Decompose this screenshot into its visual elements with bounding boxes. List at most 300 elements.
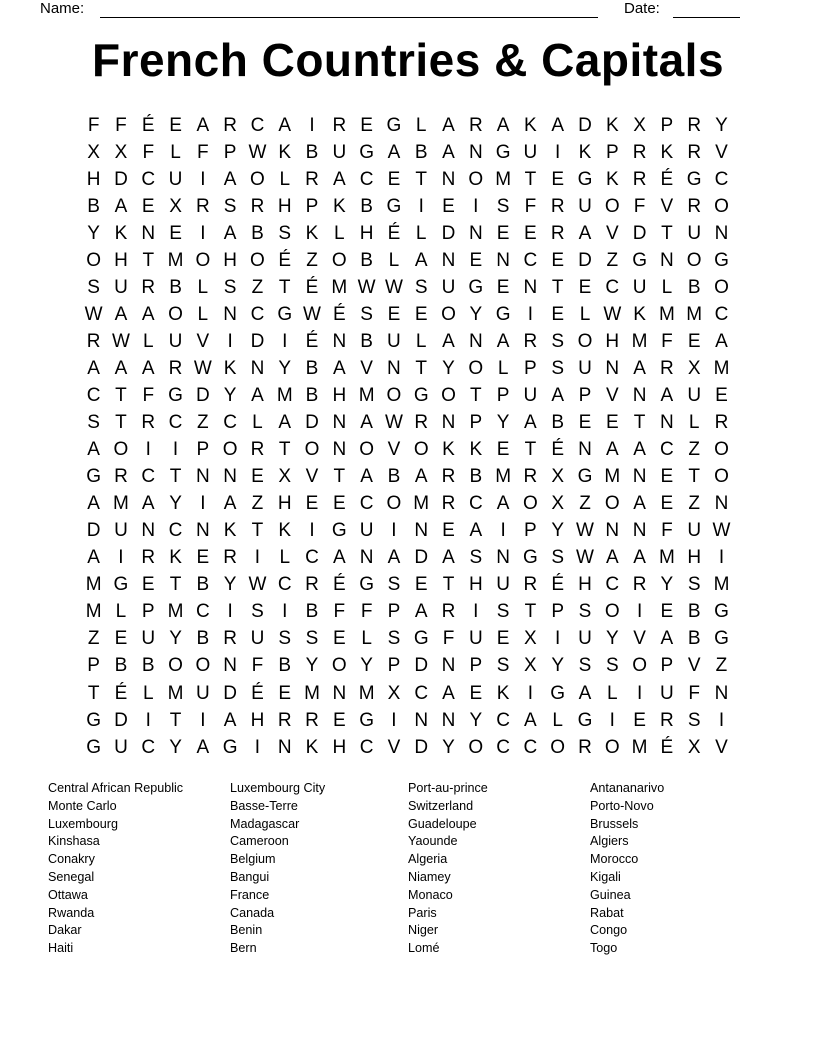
grid-letter: A [469,520,483,542]
grid-letter: C [414,682,429,704]
grid-letter: S [578,601,592,623]
word-list-item: Switzerland [408,798,474,813]
grid-letter: L [170,141,181,163]
grid-letter: U [523,384,538,406]
grid-letter: F [115,114,127,136]
grid-letter: R [550,222,565,244]
grid-letter: P [87,655,100,677]
word-list-item: Bern [230,941,257,956]
grid-letter: G [523,547,538,569]
grid-letter: I [118,547,124,569]
grid-letter: S [87,276,100,298]
grid-letter: É [305,276,319,298]
grid-letter: L [197,276,209,298]
grid-letter: V [715,736,728,758]
grid-letter: L [552,709,563,731]
grid-letter: A [442,330,455,352]
grid-letter: I [200,168,206,190]
grid-letter: U [141,628,156,650]
grid-letter: O [331,655,347,677]
grid-letter: O [113,439,129,461]
grid-letter: V [196,330,210,352]
word-list-item: Kinshasa [48,834,100,849]
grid-letter: R [141,547,156,569]
grid-letter: A [605,547,619,569]
grid-letter: A [360,412,373,434]
grid-letter: S [496,195,510,217]
grid-letter: D [305,412,319,434]
grid-letter: A [442,547,455,569]
grid-letter: N [195,520,210,542]
word-list-item: Canada [230,905,275,920]
grid-letter: R [632,141,647,163]
grid-letter: O [468,736,484,758]
grid-letter: L [388,249,400,271]
grid-letter: N [387,357,401,379]
grid-letter: C [277,574,292,596]
grid-letter: G [359,574,374,596]
grid-letter: T [115,412,127,434]
grid-letter: R [332,114,347,136]
grid-letter: M [113,493,129,515]
grid-letter: A [442,682,455,704]
grid-letter: N [223,303,237,325]
word-list-item: Antananarivo [590,781,665,795]
grid-letter: Y [223,384,237,406]
grid-letter: É [332,303,346,325]
grid-letter: H [332,736,347,758]
grid-letter: T [470,384,482,406]
grid-letter: O [195,655,211,677]
grid-letter: E [551,303,565,325]
grid-letter: B [360,195,373,217]
grid-letter: A [141,357,155,379]
grid-letter: C [359,736,374,758]
grid-letter: O [604,195,620,217]
grid-letter: H [86,168,101,190]
grid-letter: É [551,439,565,461]
grid-letter: Y [223,574,237,596]
grid-letter: V [605,384,619,406]
grid-letter: A [360,466,373,488]
grid-letter: G [468,276,484,298]
grid-letter: N [277,736,292,758]
grid-letter: K [278,520,292,542]
grid-letter: Y [442,736,455,758]
grid-letter: N [605,357,620,379]
grid-letter: E [141,195,155,217]
grid-letter: H [605,330,620,352]
word-list-column [408,780,488,958]
grid-letter: T [251,520,264,542]
grid-letter: A [223,222,237,244]
grid-letter: K [114,222,128,244]
grid-letter: F [142,141,155,163]
grid-letter: P [660,655,674,677]
grid-letter: N [660,412,674,434]
grid-letter: E [524,222,537,244]
grid-letter: A [87,493,100,515]
grid-letter: W [193,357,212,379]
grid-letter: U [359,520,374,542]
grid-letter: S [414,276,428,298]
grid-letter: I [391,709,397,731]
grid-letter: O [604,736,620,758]
grid-letter: X [87,141,100,163]
grid-letter: G [577,466,593,488]
grid-letter: Y [442,357,455,379]
grid-letter: C [523,736,538,758]
grid-letter: P [605,141,619,163]
grid-letter: B [305,357,319,379]
grid-letter: E [551,168,565,190]
grid-letter: D [250,330,265,352]
grid-letter: D [414,655,429,677]
grid-letter: U [578,628,592,650]
grid-letter: A [414,249,428,271]
word-list-column [230,780,325,958]
grid-letter: W [84,303,103,325]
grid-letter: E [578,276,592,298]
grid-letter: R [523,330,538,352]
grid-letter: D [114,709,128,731]
grid-letter: É [278,249,292,271]
grid-letter: E [141,574,155,596]
grid-letter: T [415,357,428,379]
grid-letter: F [251,655,264,677]
grid-letter: N [441,249,456,271]
grid-letter: L [142,682,154,704]
grid-letter: U [687,222,702,244]
grid-letter: I [527,682,534,704]
grid-letter: C [714,168,729,190]
grid-letter: A [551,384,565,406]
grid-letter: G [714,628,729,650]
grid-letter: W [576,520,594,542]
grid-letter: É [141,114,155,136]
grid-letter: C [714,303,729,325]
grid-letter: B [687,601,701,623]
grid-letter: L [279,547,291,569]
grid-letter: L [334,222,345,244]
word-list-item: Guadeloupe [408,816,477,831]
grid-letter: B [469,466,483,488]
grid-letter: A [196,114,210,136]
grid-letter: R [441,601,456,623]
grid-letter: A [114,195,128,217]
grid-letter: O [413,439,429,461]
grid-letter: G [495,141,511,163]
grid-letter: N [195,466,210,488]
grid-letter: C [496,736,510,758]
grid-letter: L [607,682,618,704]
grid-letter: F [661,330,673,352]
grid-letter: A [251,384,264,406]
grid-letter: L [197,303,209,325]
grid-letter: F [633,195,646,217]
grid-letter: B [196,574,210,596]
grid-letter: T [442,574,455,596]
grid-letter: N [441,655,456,677]
grid-letter: G [277,303,293,325]
grid-letter: Z [688,439,700,461]
grid-letter: S [687,574,701,596]
word-list-item: Senegal [48,869,95,884]
grid-letter: U [114,520,128,542]
grid-letter: E [332,493,346,515]
grid-letter: H [359,222,374,244]
grid-letter: Z [197,412,209,434]
grid-letter: K [278,141,292,163]
grid-letter: M [713,574,730,596]
grid-letter: M [358,384,375,406]
grid-letter: M [604,466,621,488]
grid-letter: G [113,574,129,596]
grid-letter: O [441,384,456,406]
grid-letter: O [441,303,456,325]
grid-letter: E [687,330,701,352]
grid-letter: D [414,547,429,569]
grid-letter: U [387,330,401,352]
grid-letter: E [469,249,483,271]
grid-letter: E [660,493,674,515]
grid-letter: H [578,574,592,596]
grid-letter: A [223,709,237,731]
word-list-item: Congo [590,923,628,938]
grid-letter: G [495,303,511,325]
grid-letter: W [357,276,376,298]
grid-letter: S [87,412,100,434]
grid-letter: K [442,439,455,461]
grid-letter: M [686,303,703,325]
grid-letter: B [687,276,701,298]
grid-letter: A [223,168,237,190]
grid-letter: R [114,466,128,488]
grid-letter: U [578,195,592,217]
grid-letter: D [578,114,592,136]
grid-letter: I [227,330,233,352]
grid-letter: A [633,493,646,515]
grid-letter: Y [87,222,100,244]
grid-letter: E [332,709,346,731]
grid-letter: M [276,384,293,406]
grid-letter: S [605,655,619,677]
word-list-column [48,780,183,958]
grid-letter: N [632,384,647,406]
grid-letter: K [496,682,510,704]
grid-letter: R [86,330,101,352]
grid-letter: N [523,276,538,298]
grid-letter: L [142,330,154,352]
grid-letter: A [414,601,428,623]
grid-letter: T [333,466,346,488]
grid-letter: A [715,330,728,352]
grid-letter: W [384,276,403,298]
grid-letter: N [660,249,674,271]
grid-letter: C [496,709,510,731]
grid-letter: Y [169,736,182,758]
grid-letter: F [87,114,100,136]
grid-letter: U [114,736,128,758]
grid-letter: E [660,466,674,488]
grid-letter: A [578,682,592,704]
grid-letter: C [605,276,620,298]
grid-letter: M [713,357,730,379]
grid-letter: N [468,222,483,244]
word-list-item: Monte Carlo [48,798,117,813]
grid-letter: N [468,330,483,352]
grid-letter: R [523,574,538,596]
grid-letter: K [524,114,537,136]
grid-letter: R [168,357,183,379]
grid-letter: Z [688,493,700,515]
grid-letter: A [387,141,401,163]
grid-letter: I [609,709,615,731]
grid-letter: I [309,114,315,136]
grid-letter: N [332,330,347,352]
grid-letter: I [254,547,261,569]
grid-letter: N [332,412,347,434]
grid-letter: A [141,493,155,515]
grid-letter: E [496,222,510,244]
grid-letter: T [115,384,127,406]
word-list-item: Conakry [48,852,95,867]
grid-letter: P [524,357,537,379]
grid-letter: S [360,303,373,325]
grid-letter: B [687,628,701,650]
word-list-item: Algeria [408,852,448,867]
grid-letter: Y [715,114,728,136]
grid-letter: G [359,141,374,163]
grid-letter: N [632,520,647,542]
grid-letter: I [555,628,561,650]
grid-letter: C [86,384,101,406]
grid-letter: D [114,168,128,190]
grid-letter: L [115,601,127,623]
grid-letter: G [714,601,729,623]
word-list-item: Luxembourg [48,816,119,831]
grid-letter: M [85,574,102,596]
grid-letter: N [332,682,347,704]
grid-letter: K [605,114,619,136]
grid-letter: R [523,466,538,488]
grid-letter: G [550,682,566,704]
grid-letter: K [660,141,674,163]
grid-letter: E [442,520,455,542]
grid-letter: Y [469,303,483,325]
grid-letter: L [415,330,427,352]
grid-letter: T [169,709,182,731]
grid-letter: U [468,628,483,650]
grid-letter: U [441,276,456,298]
grid-letter: Y [305,655,319,677]
grid-letter: R [687,141,702,163]
grid-letter: N [496,249,510,271]
grid-letter: S [496,655,510,677]
grid-letter: Y [169,493,182,515]
grid-letter: E [387,303,401,325]
grid-letter: M [658,303,675,325]
grid-letter: I [282,601,288,623]
grid-letter: N [414,520,429,542]
grid-letter: E [715,384,728,406]
grid-letter: O [604,493,620,515]
grid-letter: N [141,222,156,244]
grid-letter: N [578,439,592,461]
word-list-item: Rabat [590,905,624,920]
grid-letter: R [714,412,729,434]
grid-letter: O [195,249,211,271]
grid-letter: O [714,195,729,217]
grid-letter: I [145,709,151,731]
grid-letter: R [687,114,702,136]
grid-letter: C [250,114,265,136]
word-list-item: Bangui [230,869,270,884]
grid-letter: I [473,601,479,623]
grid-letter: A [578,222,592,244]
grid-letter: G [359,709,374,731]
grid-letter: É [332,574,346,596]
grid-letter: A [633,547,646,569]
grid-letter: P [305,195,319,217]
word-list-item: Lomé [408,941,440,956]
grid-letter: M [413,493,430,515]
grid-letter: I [282,330,288,352]
grid-letter: N [714,222,729,244]
grid-letter: V [387,439,401,461]
grid-letter: D [223,682,237,704]
grid-letter: K [169,547,182,569]
grid-letter: S [469,547,483,569]
grid-letter: T [415,168,428,190]
grid-letter: E [551,249,565,271]
grid-letter: D [632,222,647,244]
grid-letter: P [387,655,401,677]
grid-letter: R [250,195,265,217]
grid-letter: N [332,439,347,461]
grid-letter: B [305,601,319,623]
date-blank-line [673,17,740,18]
grid-letter: W [384,412,403,434]
grid-letter: Y [551,520,565,542]
word-list-item: Yaounde [408,834,458,849]
grid-letter: U [114,276,128,298]
grid-letter: I [145,439,151,461]
grid-letter: M [658,547,675,569]
grid-letter: X [524,628,537,650]
grid-letter: S [387,574,401,596]
grid-letter: A [87,547,100,569]
grid-letter: P [469,412,483,434]
grid-letter: G [86,736,102,758]
grid-letter: N [496,547,510,569]
grid-letter: U [687,520,702,542]
word-list-item: Dakar [48,923,82,938]
grid-letter: T [169,466,182,488]
grid-letter: O [222,439,238,461]
grid-letter: E [387,168,401,190]
grid-letter: C [359,493,374,515]
grid-letter: N [223,466,237,488]
grid-letter: M [167,249,184,271]
grid-letter: Y [660,574,674,596]
grid-letter: A [633,439,646,461]
grid-letter: B [360,330,373,352]
grid-letter: T [278,276,291,298]
grid-letter: C [359,168,374,190]
grid-letter: A [141,303,155,325]
grid-letter: I [418,195,424,217]
